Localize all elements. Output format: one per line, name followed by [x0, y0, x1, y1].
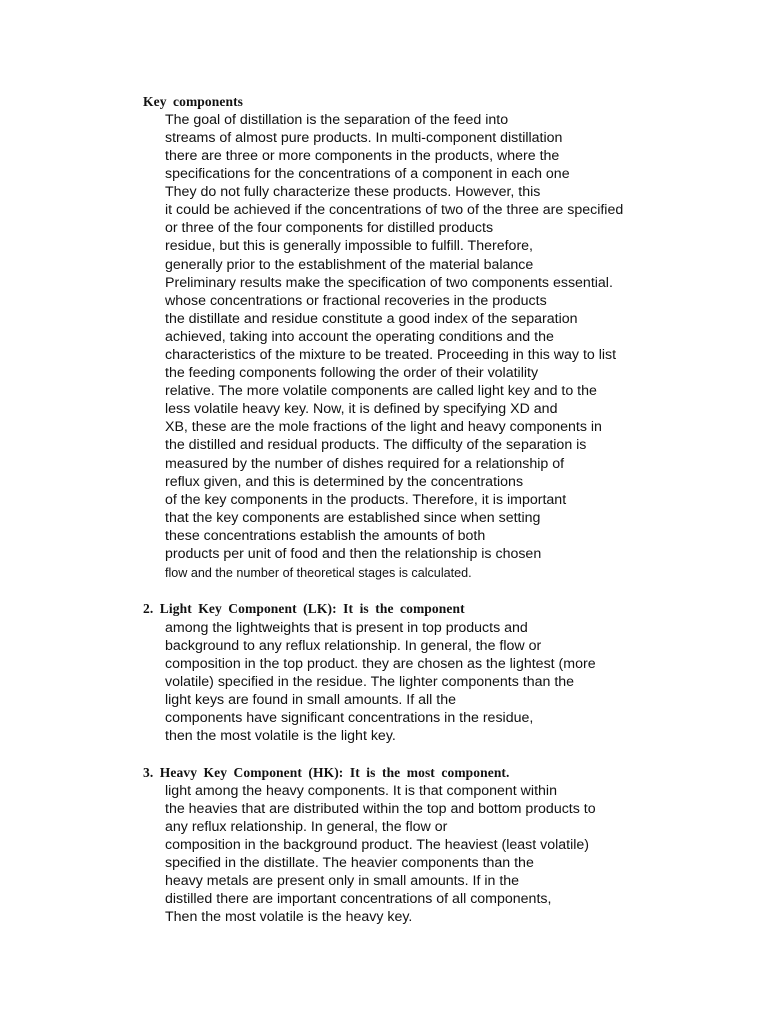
paragraph-line: streams of almost pure products. In multi-component distillation	[165, 130, 563, 146]
paragraph-line: The goal of distillation is the separation of the feed into	[165, 112, 509, 128]
paragraph-line: composition in the background product. The heaviest (least volatile)	[165, 837, 590, 853]
paragraph-line: generally prior to the establishment of the material balance	[165, 257, 534, 273]
paragraph-line: composition in the top product. they are chosen as the lightest (more	[165, 656, 596, 672]
paragraph-line: or three of the four components for distilled products	[165, 220, 494, 236]
paragraph-line: Preliminary results make the specification of two components essential.	[165, 275, 613, 291]
paragraph-line: light among the heavy components. It is that component within	[165, 783, 557, 799]
paragraph-line: products per unit of food and then the relationship is chosen	[165, 546, 542, 562]
paragraph-line: of the key components in the products. Therefore, it is important	[165, 492, 567, 508]
paragraph-line: whose concentrations or fractional recoveries in the products	[165, 293, 547, 309]
paragraph-line: XB, these are the mole fractions of the light and heavy components in	[165, 419, 602, 435]
paragraph-line: characteristics of the mixture to be treated. Proceeding in this way to list	[165, 347, 617, 363]
paragraph-line: these concentrations establish the amounts of both	[165, 528, 486, 544]
paragraph-line: the heavies that are distributed within the top and bottom products to	[165, 801, 596, 817]
paragraph-line: distilled there are important concentrations of all components,	[165, 891, 552, 907]
section-heading-heavy-key: 3. Heavy Key Component (HK): It is the most component.	[143, 765, 510, 780]
section-heading-key-components: Key components	[143, 94, 244, 109]
paragraph-line: the feeding components following the order of their volatility	[165, 365, 539, 381]
paragraph-line: less volatile heavy key. Now, it is defined by specifying XD and	[165, 401, 558, 417]
paragraph-line: achieved, taking into account the operating conditions and the	[165, 329, 554, 345]
paragraph-line: components have significant concentrations in the residue,	[165, 710, 534, 726]
paragraph-line: residue, but this is generally impossible to fulfill. Therefore,	[165, 238, 534, 254]
paragraph-line: light keys are found in small amounts. If all the	[165, 692, 456, 708]
paragraph-line: flow and the number of theoretical stages is calculated.	[165, 566, 472, 580]
paragraph-line: among the lightweights that is present in top products and	[165, 620, 528, 636]
paragraph-line: Then the most volatile is the heavy key.	[165, 909, 413, 925]
paragraph-line: it could be achieved if the concentrations of two of the three are specified	[165, 202, 624, 218]
paragraph-line: reflux given, and this is determined by the concentrations	[165, 474, 524, 490]
paragraph-line: any reflux relationship. In general, the flow or	[165, 819, 448, 835]
paragraph-line: the distilled and residual products. The difficulty of the separation is	[165, 437, 587, 453]
paragraph-line: there are three or more components in the products, where the	[165, 148, 560, 164]
paragraph-line: measured by the number of dishes required for a relationship of	[165, 456, 565, 472]
paragraph-line: relative. The more volatile components are called light key and to the	[165, 383, 597, 399]
paragraph-line: background to any reflux relationship. In general, the flow or	[165, 638, 542, 654]
paragraph-line: specifications for the concentrations of a component in each one	[165, 166, 570, 182]
section-heading-light-key: 2. Light Key Component (LK): It is the component	[143, 601, 465, 616]
paragraph-line: heavy metals are present only in small amounts. If in the	[165, 873, 520, 889]
paragraph-line: the distillate and residue constitute a good index of the separation	[165, 311, 578, 327]
paragraph-line: volatile) specified in the residue. The lighter components than the	[165, 674, 575, 690]
paragraph-line: specified in the distillate. The heavier components than the	[165, 855, 534, 871]
paragraph-line: then the most volatile is the light key.	[165, 728, 396, 744]
paragraph-line: that the key components are established since when setting	[165, 510, 541, 526]
paragraph-line: They do not fully characterize these products. However, this	[165, 184, 541, 200]
